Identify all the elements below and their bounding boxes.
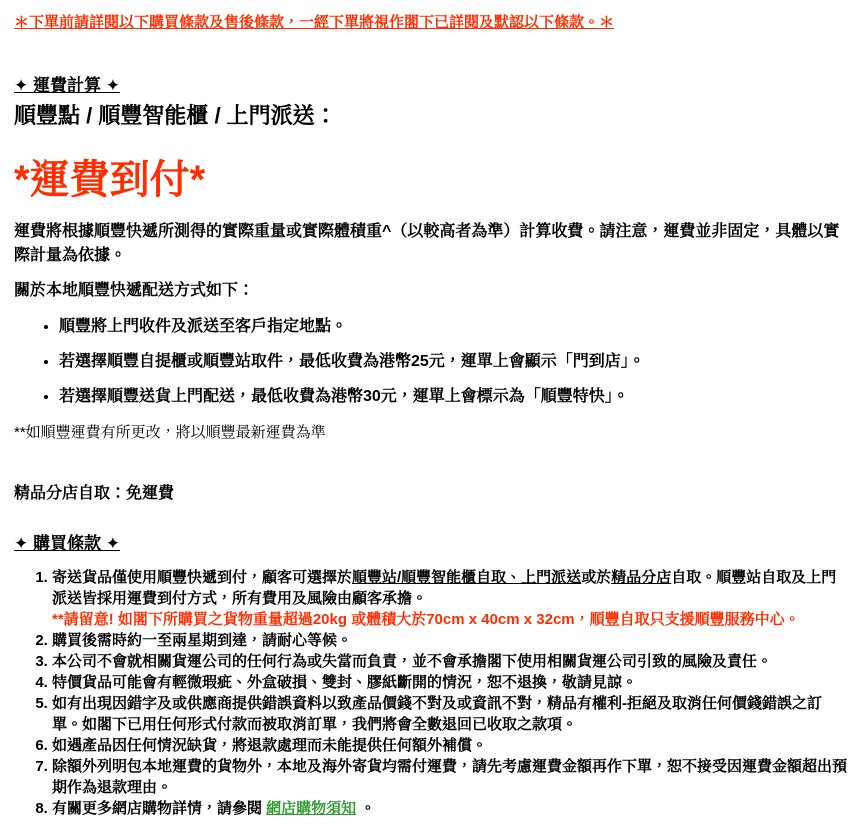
term1-text-post: 自取。順豐站自取及上門派送皆採用運費到付方式，所有費用及風險由顧客承擔。 (52, 569, 837, 607)
term1-text-mid: 或於 (581, 569, 612, 586)
purchase-terms-section-title: ✦ 購買條款 ✦ (14, 534, 120, 553)
purchase-terms-list (14, 567, 847, 819)
top-notice-text: ＊下單前請詳閱以下購買條款及售後條款，一經下單將視作閣下已詳閱及默認以下條款。＊ (14, 14, 615, 31)
term-item-delivery-time: 2. 購買後需時約一至兩星期到達，請耐心等候。 (52, 630, 847, 651)
term-item-discounted-goods: 4. 特價貨品可能會有輕微瑕疵、外盒破損、雙封、膠紙斷開的情況，恕不退換，敬請見諒。 (52, 672, 847, 693)
term1-text-pre: 寄送貨品僅使用順豐快遞到付，顧客可選擇於 (52, 569, 353, 586)
shipping-section-title: ✦ 運費計算 ✦ (14, 76, 120, 95)
term1-underline-boutique-store: 精品分店 (611, 569, 672, 586)
store-pickup-free-note: 精品分店自取：免運費 (14, 485, 175, 502)
delivery-bullet-list (14, 316, 847, 407)
term-item-shipping-fees: 7. 除額外列明包本地運費的貨物外，本地及海外寄貨均需付運費，請先考慮運費金額再作下單，恕不接受因運費金額超出預期作為退款理由。 (52, 756, 847, 798)
term-item-courier-liability: 3. 本公司不會就相關貨運公司的任何行為或失當而負責，並不會承擔閣下使用相關貨運公司引致的風險及責任。 (52, 651, 847, 672)
freight-change-note: **如順豐運費有所更改，將以順豐最新運費為準 (14, 424, 326, 441)
shipping-methods-subtitle: 順豐點 / 順豐智能櫃 / 上門派送： (14, 103, 337, 128)
delivery-bullet-locker-station: • 若選擇順豐自提櫃或順豐站取件，最低收費為港幣25元，運單上會顯示「門到店」。 (59, 351, 847, 372)
delivery-bullet-door-pickup: • 順豐將上門收件及派送至客戶指定地點。 (59, 316, 847, 337)
term8-text-pre: 有關更多網店購物詳情，請參閱 (52, 800, 267, 817)
term8-text-post: 。 (356, 800, 376, 817)
weight-size-warning: **請留意! 如閣下所購買之貨物重量超過20kg 或體積大於70cm x 40cm x 32cm，順豐自取只支援順豐服務中心。 (52, 611, 800, 628)
freight-calc-paragraph: 運費將根據順豐快遞所測得的實際重量或實際體積重^（以較高者為準）計算收費。請注意，運費並非固定，具體以實際計量為依據。 (14, 223, 840, 264)
term-item-pricing-errors: 5. 如有出現因錯字及或供應商提供錯誤資料以致產品價錢不對及或資訊不對，精品有權利-拒絕及取消任何價錢錯誤之訂單。如閣下已用任何形式付款而被取消訂單，我們將會全數退回已收取之款項。 (52, 693, 847, 735)
freight-collect-heading: *運費到付* (14, 158, 206, 202)
term-item-shipping-options (52, 567, 847, 630)
store-shopping-notice-link[interactable]: 網店購物須知 (266, 800, 357, 817)
term-item-more-info (52, 798, 847, 819)
term1-underline-pickup-options: 順豐站/順豐智能櫃自取、上門派送 (352, 569, 582, 586)
delivery-bullet-home-delivery: • 若選擇順豐送貨上門配送，最低收費為港幣30元，運單上會標示為「順豐特快」。 (59, 386, 847, 407)
term-item-out-of-stock: 6. 如遇產品因任何情況缺貨，將退款處理而未能提供任何額外補償。 (52, 735, 847, 756)
delivery-methods-intro: 關於本地順豐快遞配送方式如下： (14, 282, 255, 299)
